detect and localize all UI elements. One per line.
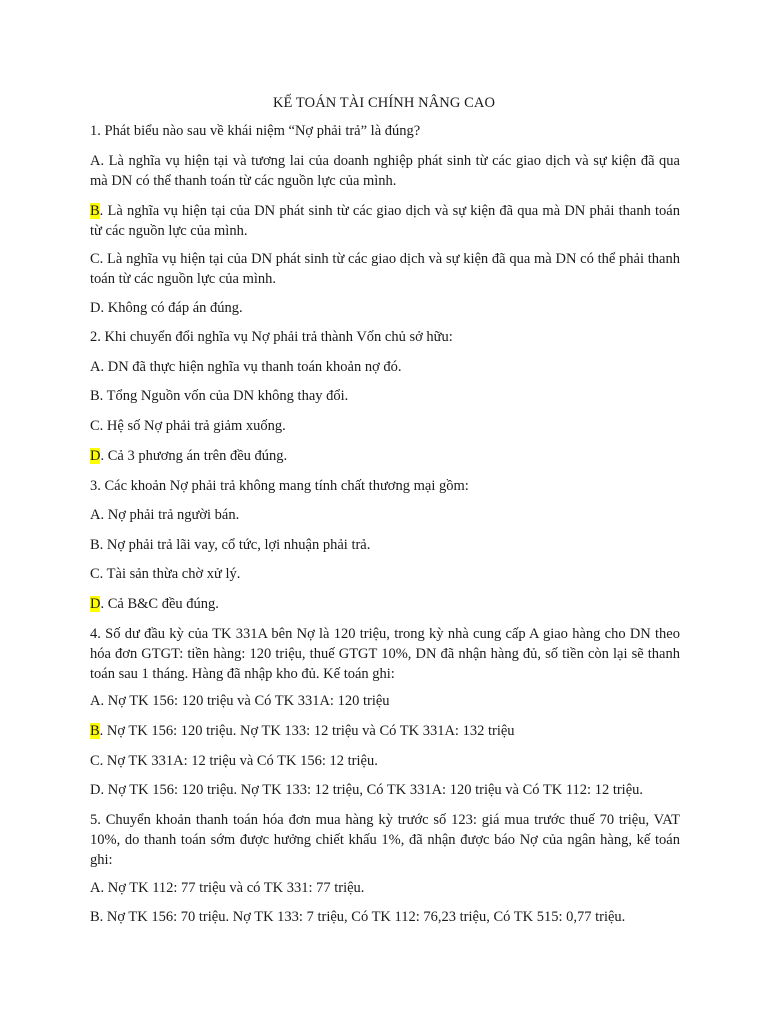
option-letter: D [90,300,101,316]
option-text: . Hệ số Nợ phải trả giảm xuống. [99,418,286,434]
option-text: . Nợ TK 112: 77 triệu và có TK 331: 77 triệu. [100,880,365,896]
question-1-option-d [90,298,680,318]
option-text: . Nợ TK 156: 120 triệu. Nợ TK 133: 12 triệu và Có TK 331A: 132 triệu [99,723,515,739]
option-text: . Là nghĩa vụ hiện tại của DN phát sinh từ các giao dịch và sự kiện đã qua mà DN phải thanh toán từ các nguồn lực của mình. [90,203,680,239]
option-letter: B [90,537,100,553]
option-letter: C [90,251,100,267]
option-letter: A [90,153,101,169]
option-letter: B [90,388,100,404]
question-3-option-d [90,594,680,614]
question-2-option-d [90,446,680,466]
question-2-option-c [90,416,680,436]
question-3-option-b [90,535,680,555]
option-text: . Tổng Nguồn vốn của DN không thay đổi. [99,388,349,404]
option-letter-highlighted: B [90,723,100,739]
option-letter: A [90,880,101,896]
option-text: . Nợ phải trả lãi vay, cổ tức, lợi nhuận phải trả. [99,537,371,553]
option-text: . Nợ TK 156: 120 triệu và Có TK 331A: 120 triệu [100,693,390,709]
option-text: . Nợ TK 331A: 12 triệu và Có TK 156: 12 triệu. [99,753,378,769]
option-text: . DN đã thực hiện nghĩa vụ thanh toán khoản nợ đó. [100,359,402,375]
option-text: . Nợ TK 156: 120 triệu. Nợ TK 133: 12 triệu, Có TK 331A: 120 triệu và Có TK 112: 12 triệu. [100,782,644,798]
option-letter: A [90,359,101,375]
question-3-option-c [90,564,680,584]
option-text: . Nợ phải trả người bán. [100,507,240,523]
option-text: . Không có đáp án đúng. [100,300,243,316]
question-4-option-c [90,751,680,771]
document-title: KẾ TOÁN TÀI CHÍNH NÂNG CAO [272,95,496,111]
question-3-stem: 3. Các khoản Nợ phải trả không mang tính chất thương mại gồm: [90,478,469,494]
question-3-option-a [90,505,680,525]
option-text: . Cả B&C đều đúng. [100,596,219,612]
question-1-option-b [90,201,680,241]
question-2-stem: 2. Khi chuyển đổi nghĩa vụ Nợ phải trả thành Vốn chủ sở hữu: [90,329,453,345]
question-2-option-b [90,386,680,406]
option-text: . Tài sản thừa chờ xử lý. [99,566,241,582]
question-4-option-b [90,721,680,741]
option-text: . Nợ TK 156: 70 triệu. Nợ TK 133: 7 triệu, Có TK 112: 76,23 triệu, Có TK 515: 0,77 triệu. [99,909,626,925]
option-text: . Là nghĩa vụ hiện tại của DN phát sinh từ các giao dịch và sự kiện đã qua mà DN có thể phải thanh toán từ các nguồn lực của mình. [90,251,680,287]
option-letter: B [90,909,100,925]
question-4-option-a [90,691,680,711]
option-letter-highlighted: B [90,203,100,219]
option-letter: C [90,753,100,769]
option-letter: C [90,418,100,434]
option-text: . Là nghĩa vụ hiện tại và tương lai của doanh nghiệp phát sinh từ các giao dịch và sự kiện đã qua mà DN có thể thanh toán từ các nguồn lực của mình. [90,153,680,189]
question-5-option-b [90,907,680,927]
option-text: . Cả 3 phương án trên đều đúng. [100,448,288,464]
question-4-stem: 4. Số dư đầu kỳ của TK 331A bên Nợ là 120 triệu, trong kỳ nhà cung cấp A giao hàng cho DN theo hóa đơn GTGT: tiền hàng: 120 triệu, thuế GTGT 10%, DN đã nhận hàng đủ, số tiền còn lại sẽ thanh toán sau 1 tháng. Hàng đã nhập kho đủ. Kế toán ghi: [90,626,680,682]
question-1-stem: 1. Phát biểu nào sau về khái niệm “Nợ phải trả” là đúng? [90,123,421,139]
option-letter: A [90,507,101,523]
option-letter: D [90,782,101,798]
question-1-option-c [90,249,680,289]
option-letter: A [90,693,101,709]
question-4-option-d [90,780,680,800]
option-letter-highlighted: D [90,596,101,612]
question-2-option-a [90,357,680,377]
question-5-stem: 5. Chuyển khoản thanh toán hóa đơn mua hàng kỳ trước số 123: giá mua trước thuế 70 triệu, VAT 10%, do thanh toán sớm được hưởng chiết khấu 1%, đã nhận được báo Nợ của ngân hàng, kế toán ghi: [90,812,680,868]
option-letter-highlighted: D [90,448,101,464]
question-5-option-a [90,878,680,898]
option-letter: C [90,566,100,582]
question-1-option-a [90,151,680,191]
